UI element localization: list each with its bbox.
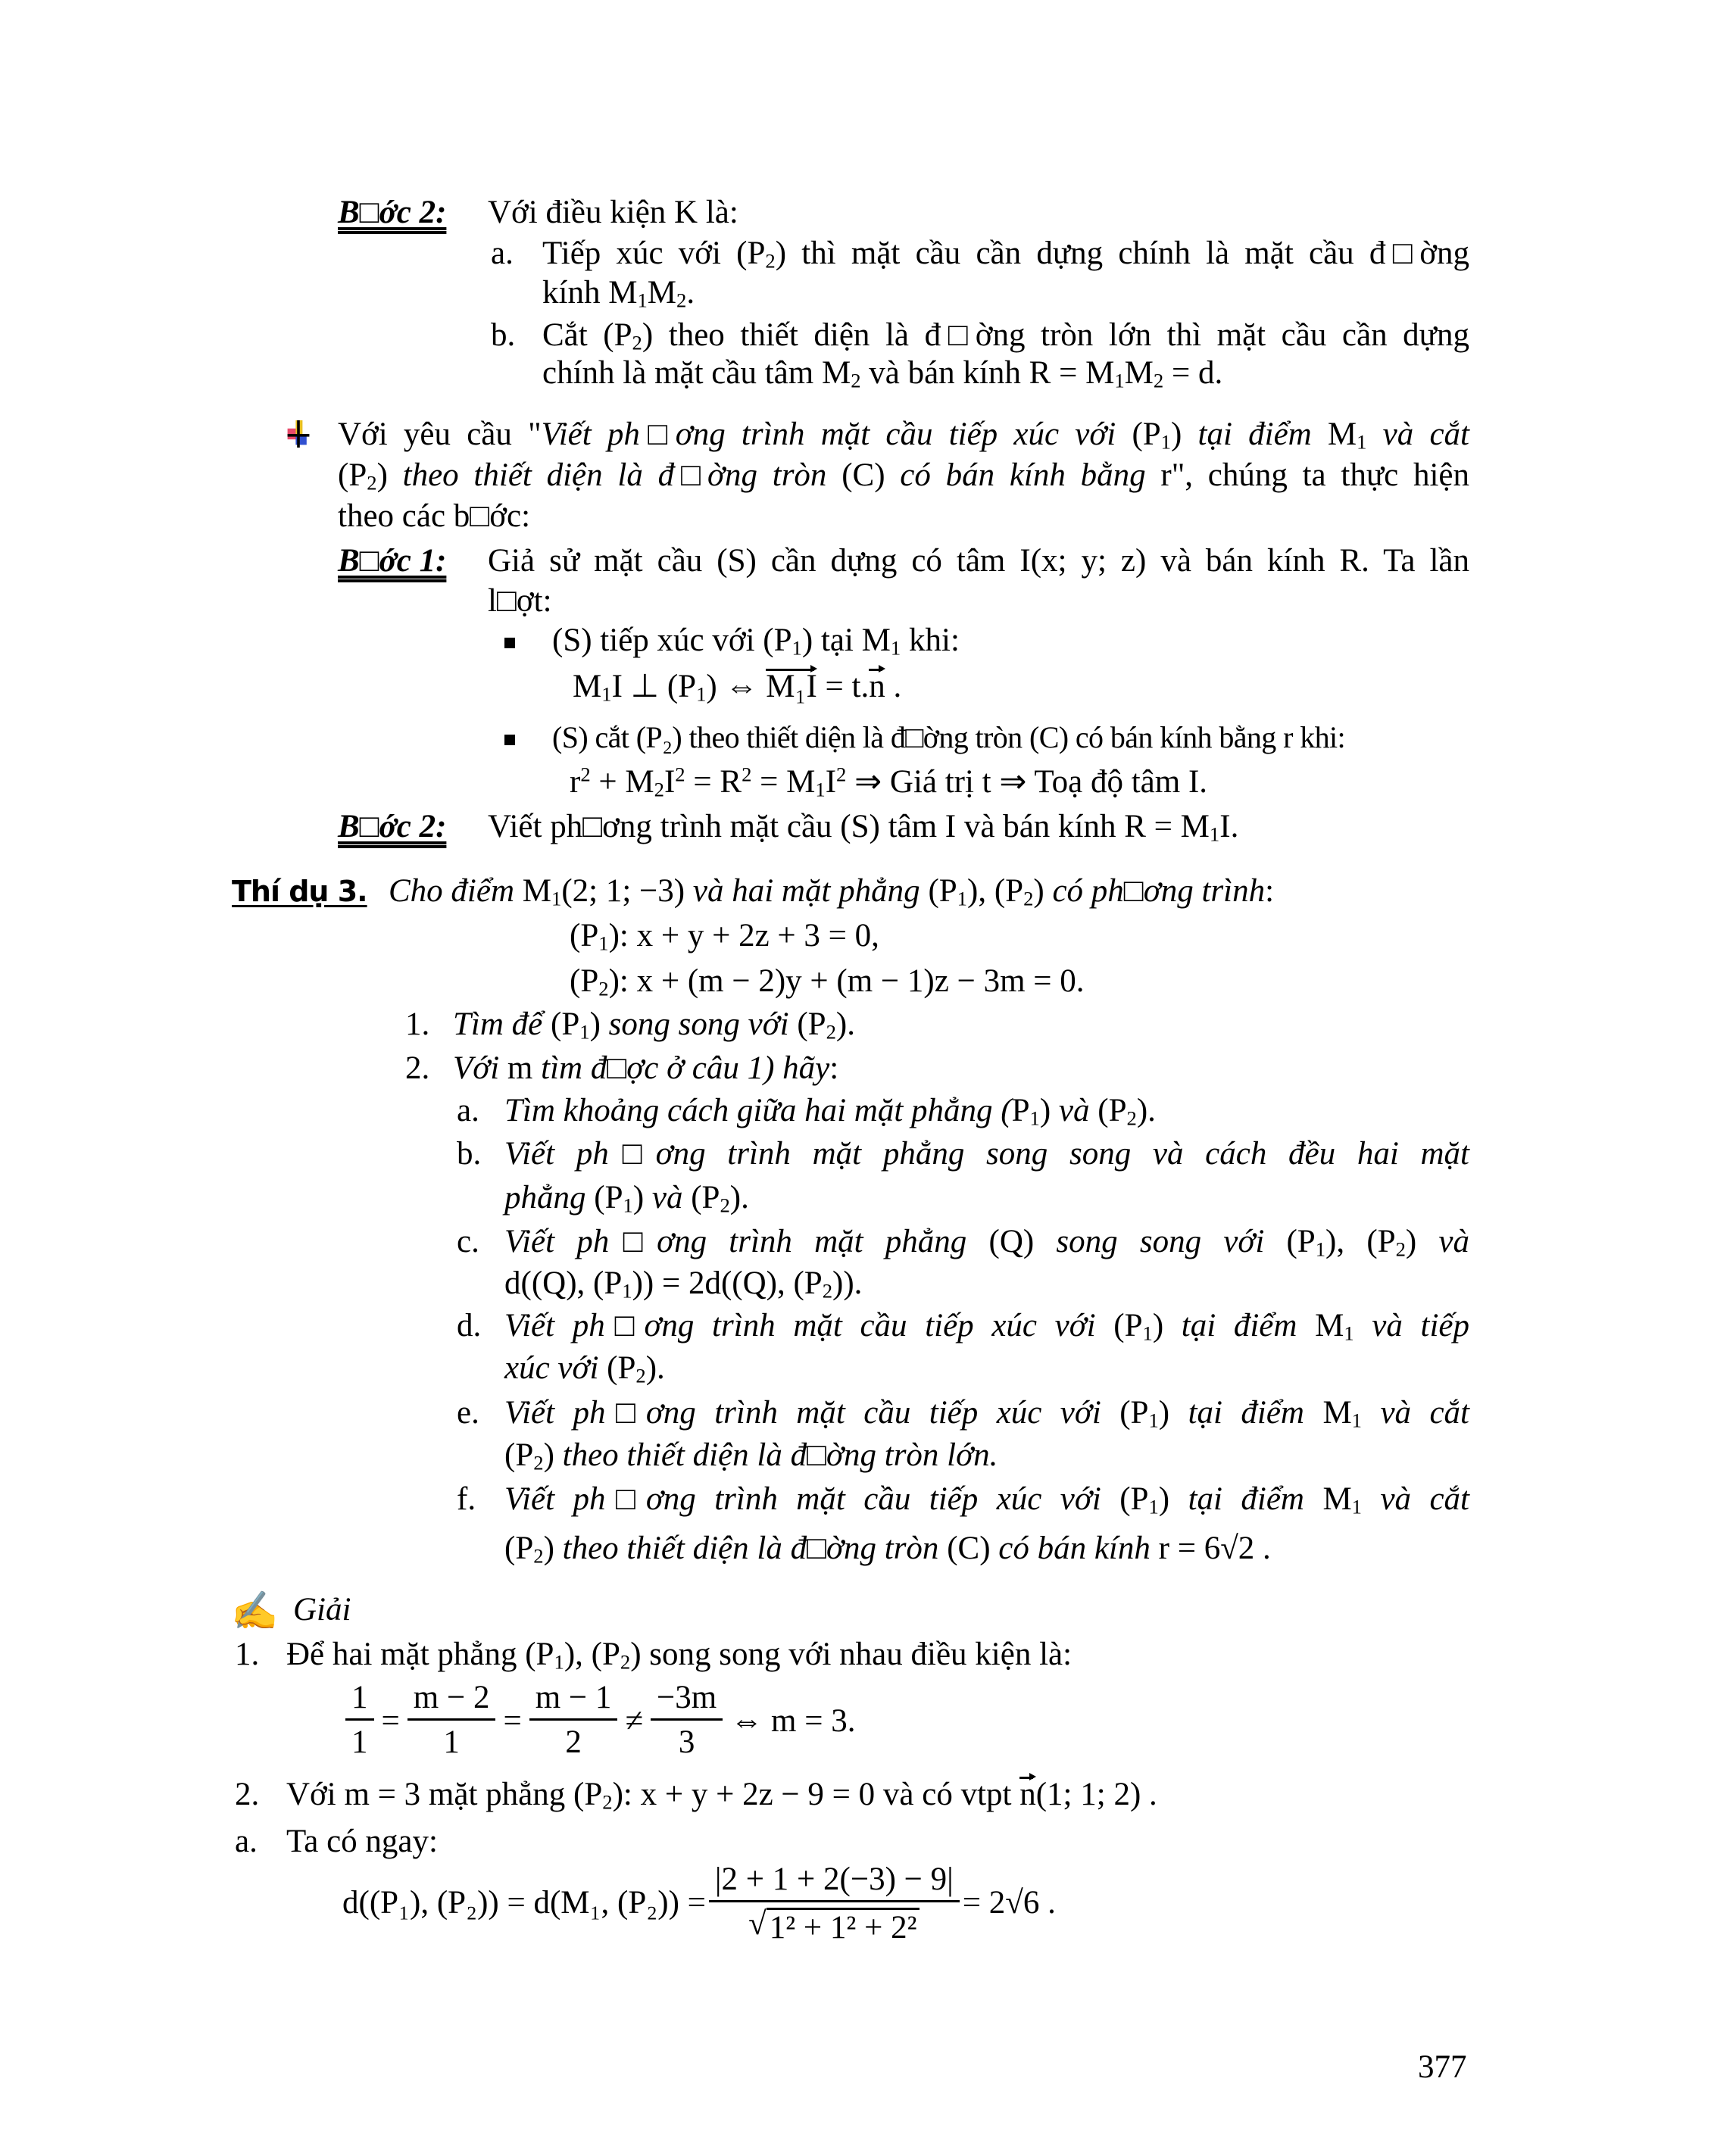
text-segment: ). xyxy=(835,1006,855,1042)
text-segment: khi: xyxy=(901,623,960,658)
text-segment: Tiếp xúc với (P xyxy=(542,236,766,271)
text-segment: a. xyxy=(457,1093,479,1128)
text-segment: + M xyxy=(590,764,654,800)
text-segment: (C) xyxy=(947,1531,999,1566)
text-segment: 2 xyxy=(1395,1237,1406,1261)
text-segment: 2 xyxy=(1126,1106,1137,1130)
text-segment: Ta có ngay: xyxy=(286,1824,438,1859)
text-segment: 1 xyxy=(554,1650,564,1674)
equation-lhs: d((P₁), (P₂)) = d(M₁, (P₂)) = xyxy=(342,1885,706,1921)
text-segment: (P xyxy=(504,1437,534,1473)
text-segment: Cho điểm xyxy=(389,873,523,909)
text-segment: (P xyxy=(1119,1395,1149,1431)
text-segment: có ph□ơng trình xyxy=(1052,873,1266,909)
text-segment: 2 xyxy=(598,977,609,1000)
text-segment: Viết ph□ơng trình mặt cầu tiếp xúc với xyxy=(541,417,1132,452)
text-segment: có bán kính bằng xyxy=(900,457,1161,493)
step-label xyxy=(338,806,446,848)
text-segment: n xyxy=(1019,1774,1036,1816)
text-segment: d((Q), (P xyxy=(504,1265,623,1301)
text-line xyxy=(552,619,960,662)
text-segment: (P xyxy=(1119,1481,1149,1517)
text-segment: 1 xyxy=(1148,1495,1159,1518)
text-segment: Với điều kiện K là: xyxy=(488,195,738,230)
text-segment: ) thì mặt cầu cần dựng chính là mặt cầu đ□ờng xyxy=(775,236,1470,271)
text-segment: (P xyxy=(928,873,957,909)
text-segment: b. xyxy=(491,317,516,353)
text-segment: a. xyxy=(235,1824,258,1859)
text-segment: M xyxy=(1124,355,1154,391)
text-segment: ) ⇔ xyxy=(706,669,767,704)
text-segment: m xyxy=(507,1050,542,1086)
text-segment: (P xyxy=(570,918,599,953)
text-line xyxy=(235,1634,259,1676)
text-line xyxy=(488,540,1469,582)
text-segment: 1 xyxy=(1315,1237,1326,1261)
text-segment: song song với xyxy=(608,1006,798,1042)
text-segment: ), (P xyxy=(564,1637,620,1672)
text-segment: Giải xyxy=(293,1592,351,1627)
square-bullet-icon xyxy=(504,735,515,745)
text-segment: M xyxy=(573,669,602,704)
text-segment: 1 xyxy=(601,682,612,706)
text-line xyxy=(504,1434,998,1477)
text-segment: Viết ph□ơng trình mặt cầu tiếp xúc với xyxy=(504,1395,1120,1431)
text-segment: d. xyxy=(457,1308,482,1343)
text-segment: a. xyxy=(491,236,514,271)
text-segment: 1 xyxy=(1148,1409,1159,1432)
text-segment: và cắt xyxy=(1362,1481,1469,1517)
text-segment: xúc với xyxy=(504,1350,607,1386)
text-segment: 2 xyxy=(1153,369,1164,392)
text-segment: 1 xyxy=(1029,1106,1040,1130)
denominator: √ 1² + 1² + 2² xyxy=(709,1900,960,1946)
text-segment: 1 xyxy=(1142,1322,1153,1345)
text-segment: . xyxy=(885,669,902,704)
text-line xyxy=(235,1821,258,1863)
text-segment: (1; 1; 2) . xyxy=(1035,1777,1157,1812)
text-line xyxy=(570,960,1085,1003)
text-line xyxy=(504,1528,1271,1570)
text-segment: ) xyxy=(1039,1093,1059,1128)
text-line xyxy=(504,1347,665,1390)
text-segment: b. xyxy=(457,1136,482,1172)
text-segment: 1 xyxy=(815,778,826,801)
text-line xyxy=(457,1478,476,1521)
text-segment: Tìm để xyxy=(453,1006,551,1042)
text-segment: 1. xyxy=(405,1006,430,1042)
operator: ≠ xyxy=(625,1703,644,1739)
text-segment: r xyxy=(570,764,581,800)
numerator: |2 + 1 + 2(−3) − 9| xyxy=(714,1861,954,1897)
text-line xyxy=(286,1821,438,1863)
text-segment: 1 xyxy=(1114,369,1125,392)
text-line xyxy=(504,1478,1469,1521)
distance-equation xyxy=(342,1859,1056,1946)
text-segment: l□ợt: xyxy=(488,583,552,619)
text-line xyxy=(570,761,1207,804)
text-segment: phẳng xyxy=(504,1180,595,1215)
text-segment: (P xyxy=(691,1180,720,1215)
text-segment: và xyxy=(651,1180,692,1215)
text-segment: và xyxy=(1438,1224,1470,1259)
text-segment: 1 xyxy=(622,1279,632,1303)
text-segment: (P xyxy=(1113,1308,1143,1343)
text-line xyxy=(338,413,1469,456)
text-segment: 2 xyxy=(632,331,642,354)
text-line xyxy=(542,232,1469,275)
text-line xyxy=(405,1047,429,1090)
square-bullet-icon xyxy=(504,638,515,648)
fraction: $\frac{m - 1}{2}$ xyxy=(532,1677,615,1765)
text-segment: B□ớc 1: xyxy=(338,543,447,579)
text-segment: Với xyxy=(453,1050,507,1086)
text-segment: ) xyxy=(543,1437,563,1473)
text-segment: ): x + (m − 2)y + (m − 1)z − 3m = 0. xyxy=(608,963,1085,999)
text-line xyxy=(504,1305,1469,1347)
text-segment: 2 xyxy=(1023,887,1034,910)
text-segment: ). xyxy=(1136,1093,1156,1128)
text-segment: ) xyxy=(1033,873,1053,909)
fraction: $\frac{1}{1}$ xyxy=(348,1677,371,1765)
step-label xyxy=(338,540,446,582)
text-segment: 377 xyxy=(1418,2049,1467,2085)
text-segment: (S) tiếp xúc với (P xyxy=(552,623,792,658)
text-segment: 1 xyxy=(637,289,648,312)
text-segment: tìm đ□ợc ở câu 1) hãy xyxy=(541,1050,830,1086)
text-segment: có bán kính xyxy=(998,1531,1159,1566)
text-segment: 2 xyxy=(675,763,685,786)
text-segment: ) xyxy=(1158,1481,1188,1517)
text-segment: ): x + y + 2z + 3 = 0, xyxy=(608,918,879,953)
text-segment: theo thiết diện là đ□ờng tròn xyxy=(402,457,842,493)
writing-hand-icon: ✍ xyxy=(231,1590,279,1632)
text-segment: Giả sử mặt cầu (S) cần dựng có tâm I(x; y; z) và bán kính R. Ta lần xyxy=(488,543,1469,579)
example-heading xyxy=(232,870,367,913)
text-segment: f. xyxy=(457,1481,476,1517)
text-line xyxy=(457,1090,479,1132)
text-segment: 2 xyxy=(851,369,861,392)
text-segment: I. xyxy=(1219,809,1239,844)
text-segment: P xyxy=(1011,1093,1030,1128)
text-segment: B□ớc 2: xyxy=(338,195,447,230)
text-segment: Với m = 3 mặt phẳng (P xyxy=(286,1777,603,1812)
text-segment: 1 xyxy=(1351,1409,1362,1432)
text-segment: e. xyxy=(457,1395,479,1431)
text-segment: I ⊥ (P xyxy=(611,669,697,704)
text-line xyxy=(542,352,1222,395)
text-segment: 1 xyxy=(1209,822,1220,846)
text-segment: ). xyxy=(645,1350,665,1386)
text-segment: tại điểm xyxy=(1197,417,1328,452)
text-segment: ), (P xyxy=(1325,1224,1396,1259)
text-segment: (P xyxy=(338,457,367,493)
text-line xyxy=(457,1133,481,1175)
operator: = xyxy=(503,1703,522,1739)
text-segment: Thí dụ 3. xyxy=(232,875,367,908)
text-segment: 1 xyxy=(957,887,967,910)
text-segment: 2 xyxy=(742,763,752,786)
text-segment: tại điểm xyxy=(1181,1308,1316,1343)
text-line xyxy=(488,580,552,623)
text-segment: n xyxy=(869,666,885,708)
text-segment: I xyxy=(825,764,837,800)
text-segment: 2 xyxy=(533,1451,544,1475)
text-line xyxy=(488,806,1238,848)
text-segment: và tiếp xyxy=(1354,1308,1469,1343)
text-segment: )). xyxy=(832,1265,863,1301)
text-segment: (P xyxy=(1132,417,1161,452)
text-segment: ) xyxy=(632,1180,652,1215)
equation-result: = 2√6 . xyxy=(962,1885,1056,1921)
text-segment: 1 xyxy=(623,1194,633,1217)
text-segment: ) xyxy=(1405,1224,1439,1259)
text-segment: kính M xyxy=(542,275,638,311)
text-segment: (P xyxy=(551,1006,580,1042)
text-segment: và hai mặt phẳng xyxy=(692,873,929,909)
text-segment: theo thiết diện là đ□ờng tròn xyxy=(562,1531,948,1566)
text-segment: B□ớc 2: xyxy=(338,809,447,844)
text-line xyxy=(491,314,515,357)
text-segment: ) tại M xyxy=(801,623,891,658)
text-segment: M xyxy=(522,873,552,909)
text-line xyxy=(552,716,1345,759)
text-segment: 2 xyxy=(676,289,687,312)
text-segment: ) xyxy=(376,457,403,493)
text-line xyxy=(573,666,901,708)
text-segment: 1 xyxy=(551,887,562,910)
text-segment: ). xyxy=(729,1180,749,1215)
fraction: $\frac{-3m}{3}$ xyxy=(654,1677,720,1765)
text-segment: Viết ph□ơng trình mặt phẳng song song và cách đều hai mặt xyxy=(504,1136,1469,1172)
text-segment: = M xyxy=(751,764,816,800)
text-segment: = t. xyxy=(816,669,870,704)
text-segment: và cắt xyxy=(1362,1395,1469,1431)
fraction xyxy=(712,1859,957,1946)
text-segment: 2 xyxy=(635,1364,646,1387)
text-segment: chính là mặt cầu tâm M xyxy=(542,355,851,391)
text-segment: 1 xyxy=(598,932,609,955)
text-segment: và bán kính R = M xyxy=(860,355,1115,391)
text-segment: M xyxy=(1315,1308,1344,1343)
text-segment: 2 xyxy=(765,249,776,273)
text-segment: M₁I xyxy=(766,666,817,708)
text-segment: 2 xyxy=(836,763,847,786)
text-line xyxy=(570,915,879,957)
text-segment: (S) cắt (P₂) theo thiết diện là đ□ờng tròn (C) có bán kính bằng r khi: xyxy=(552,720,1346,754)
text-segment: tại điểm xyxy=(1188,1481,1323,1517)
text-segment: M xyxy=(1322,1481,1352,1517)
text-line xyxy=(338,454,1469,497)
text-line xyxy=(286,1774,1157,1816)
text-segment: 2 xyxy=(367,471,377,495)
step-label xyxy=(338,192,446,234)
text-segment: song song với xyxy=(1056,1224,1287,1259)
text-line xyxy=(491,232,514,275)
text-segment: 1 xyxy=(792,636,802,660)
operator: = xyxy=(381,1703,400,1739)
text-segment: r = 6√2 . xyxy=(1158,1531,1271,1566)
text-segment: Viết ph□ơng trình mặt cầu tiếp xúc với xyxy=(504,1481,1120,1517)
text-line xyxy=(504,1221,1469,1263)
text-segment: Viết ph□ơng trình mặt phẳng xyxy=(504,1224,989,1259)
text-segment: Viết ph□ơng trình mặt cầu tiếp xúc với xyxy=(504,1308,1114,1343)
text-segment: 1 xyxy=(579,1020,590,1044)
text-line xyxy=(504,716,515,759)
text-line xyxy=(504,1090,1156,1132)
text-segment: 2 xyxy=(533,1544,544,1568)
text-segment: : xyxy=(1265,873,1275,909)
text-segment: 1 xyxy=(1344,1322,1354,1345)
text-line xyxy=(405,1003,429,1046)
text-segment: I xyxy=(663,764,676,800)
text-segment: : xyxy=(829,1050,839,1086)
text-segment: ) xyxy=(1171,417,1198,452)
text-line xyxy=(504,1133,1469,1175)
text-segment: ): x + y + 2z − 9 = 0 và có vtpt xyxy=(612,1777,1020,1812)
text-segment: Để hai mặt phẳng (P xyxy=(286,1637,554,1672)
text-segment: và xyxy=(1058,1093,1098,1128)
text-line xyxy=(235,1774,259,1816)
text-segment: )) = 2d((Q), (P xyxy=(632,1265,823,1301)
page-number xyxy=(1418,2046,1467,2089)
text-segment: tại điểm xyxy=(1188,1395,1323,1431)
text-segment: ) xyxy=(1158,1395,1188,1431)
text-segment: 2 xyxy=(826,1020,836,1044)
text-line xyxy=(504,1392,1469,1434)
text-segment: 2 xyxy=(822,1279,833,1303)
text-line xyxy=(338,495,530,538)
text-segment: c. xyxy=(457,1224,479,1259)
text-line xyxy=(453,1003,855,1046)
text-segment: 2. xyxy=(405,1050,430,1086)
text-segment: (Q) xyxy=(988,1224,1057,1259)
text-segment: ⇒ Giá trị t ⇒ Toạ độ tâm I. xyxy=(846,764,1208,800)
text-line xyxy=(504,1177,749,1219)
text-line xyxy=(457,1305,481,1347)
text-segment: ) song song với nhau điều kiện là: xyxy=(630,1637,1073,1672)
text-segment: 2 xyxy=(602,1790,613,1814)
text-segment: 1 xyxy=(1351,1495,1362,1518)
text-segment: theo các b□ớc: xyxy=(338,498,531,534)
text-segment: (P xyxy=(504,1531,534,1566)
text-segment: r", chúng ta thực hiện xyxy=(1160,457,1469,493)
text-segment: ) xyxy=(1152,1308,1182,1343)
text-segment: (P xyxy=(1097,1093,1127,1128)
text-segment: 1 xyxy=(1357,430,1367,454)
text-segment: = d. xyxy=(1163,355,1223,391)
text-segment: 1 xyxy=(696,682,707,706)
text-line xyxy=(542,272,695,314)
text-line xyxy=(504,1262,862,1305)
text-line xyxy=(504,619,515,662)
equation-result: ⇔ m = 3. xyxy=(730,1703,856,1739)
text-segment: (P xyxy=(570,963,599,999)
fraction: $\frac{m - 2}{1}$ xyxy=(411,1677,493,1765)
text-line xyxy=(293,1589,351,1631)
text-segment: Tìm khoảng cách giữa hai mặt phẳng ( xyxy=(504,1093,1012,1128)
text-line xyxy=(286,1634,1072,1676)
text-segment: M xyxy=(1327,417,1357,452)
text-segment: 2 xyxy=(620,1650,631,1674)
text-segment: 2 xyxy=(654,778,664,801)
text-segment: ) xyxy=(589,1006,609,1042)
text-segment: Với yêu cầu " xyxy=(338,417,542,452)
text-segment: Viết ph□ơng trình mặt cầu (S) tâm I và bán kính R = M xyxy=(488,809,1210,844)
text-segment: (P xyxy=(594,1180,623,1215)
text-segment: 1. xyxy=(235,1637,260,1672)
text-segment: ) xyxy=(543,1531,563,1566)
text-segment: (P xyxy=(607,1350,636,1386)
text-segment: (C) xyxy=(841,457,901,493)
text-line xyxy=(488,192,738,234)
text-line xyxy=(389,870,1274,913)
text-segment: và cắt xyxy=(1366,417,1469,452)
text-line xyxy=(457,1221,479,1263)
text-segment: = R xyxy=(685,764,742,800)
text-segment: 1 xyxy=(1160,430,1171,454)
text-line xyxy=(453,1047,838,1090)
text-segment: 2 xyxy=(580,763,591,786)
text-segment: (P xyxy=(1286,1224,1316,1259)
text-segment: Cắt (P xyxy=(542,317,632,353)
text-segment: M xyxy=(1322,1395,1352,1431)
text-segment: ), (P xyxy=(967,873,1024,909)
text-segment: theo thiết diện là đ□ờng tròn lớn. xyxy=(562,1437,998,1473)
text-segment: M xyxy=(647,275,676,311)
text-segment: 2. xyxy=(235,1777,260,1812)
text-line xyxy=(542,314,1469,357)
parallel-condition-equation xyxy=(342,1677,860,1765)
sqrt-sign: √ xyxy=(748,1906,767,1942)
text-segment: (P xyxy=(797,1006,826,1042)
text-segment: 2 xyxy=(720,1194,730,1217)
text-segment: . xyxy=(686,275,695,311)
colored-bullet-icon xyxy=(285,420,312,448)
text-line xyxy=(457,1392,479,1434)
text-segment: ) theo thiết diện là đ□ờng tròn lớn thì mặt cầu cần dựng xyxy=(642,317,1469,353)
text-segment: 1 xyxy=(890,636,901,660)
text-segment: (2; 1; −3) xyxy=(561,873,693,909)
